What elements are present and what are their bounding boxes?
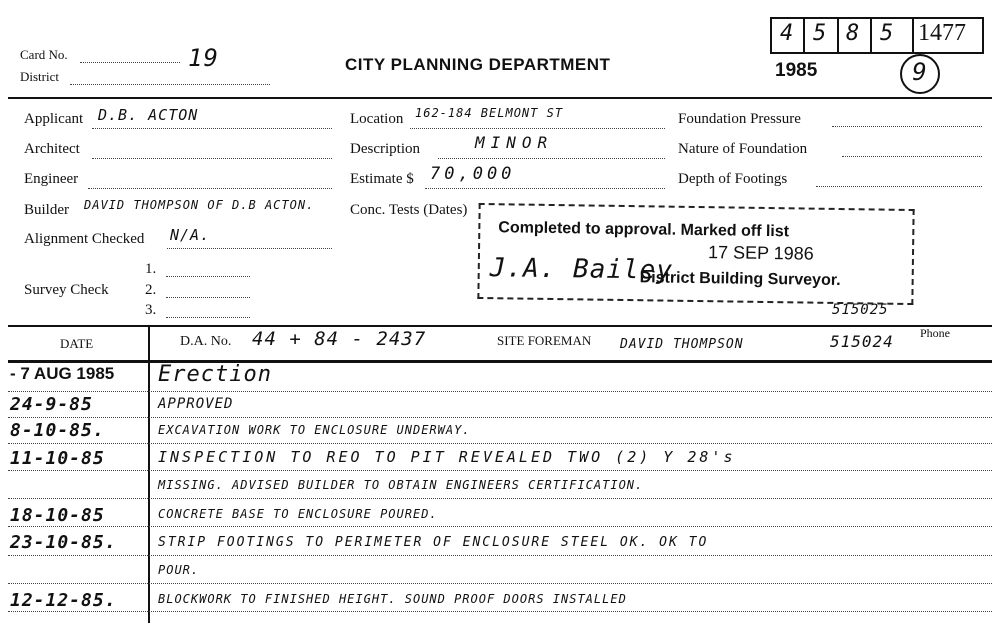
entry-text: EXCAVATION WORK TO ENCLOSURE UNDERWAY. — [158, 423, 471, 437]
date-column-header: DATE — [60, 336, 94, 351]
approval-stamp — [477, 203, 914, 305]
location-label: Location — [350, 111, 404, 127]
site-foreman-label: SITE FOREMAN — [497, 333, 592, 348]
depth-footings-label: Depth of Footings — [678, 171, 788, 187]
applicant-value: D.B. ACTON — [98, 106, 199, 124]
entry-date: 12-12-85. — [10, 590, 117, 611]
entry-text: Erection — [158, 362, 272, 387]
description-label: Description — [350, 141, 420, 157]
builder-label: Builder — [24, 202, 69, 218]
entry-text: BLOCKWORK TO FINISHED HEIGHT. SOUND PROOF DOORS INSTALLED — [158, 592, 627, 606]
page-title: CITY PLANNING DEPARTMENT — [345, 55, 611, 74]
circled-number-value: 9 — [912, 58, 928, 86]
estimate-label: Estimate $ — [350, 171, 414, 187]
applicant-label: Applicant — [24, 111, 84, 127]
ref-digit-4: 5 — [880, 21, 895, 46]
survey-item-1: 1. — [145, 261, 157, 277]
entry-date: 24-9-85 — [10, 394, 93, 415]
entry-text: POUR. — [158, 563, 200, 577]
da-label: D.A. No. — [180, 334, 232, 349]
entry-text: INSPECTION TO REO TO PIT REVEALED TWO (2) Y 28's — [158, 448, 736, 466]
year: 1985 — [775, 60, 818, 81]
stamp-line-1: Completed to approval. Marked off list — [498, 219, 790, 241]
estimate-value: 70,000 — [430, 164, 516, 184]
stamp-date: 17 SEP 1986 — [707, 242, 814, 264]
entry-text: STRIP FOOTINGS TO PERIMETER OF ENCLOSURE STEEL OK. OK TO — [158, 535, 709, 550]
ref-digit-2: 5 — [813, 21, 828, 46]
entry-date: 11-10-85 — [10, 448, 105, 469]
phone-top: 515025 — [832, 302, 889, 318]
conc-tests-label: Conc. Tests (Dates) — [350, 202, 468, 218]
card-no-label: Card No. — [20, 47, 68, 62]
district-label: District — [20, 69, 59, 84]
da-value: 44 + 84 - 2437 — [252, 328, 427, 350]
entry-date: 18-10-85 — [10, 505, 105, 526]
stamp-line-3: District Building Surveyor. — [639, 269, 841, 290]
description-value: MINOR — [475, 133, 554, 152]
alignment-value: N/A. — [170, 226, 211, 244]
alignment-label: Alignment Checked — [24, 231, 145, 247]
entry-date: 23-10-85. — [10, 532, 117, 553]
builder-value: DAVID THOMPSON OF D.B ACTON. — [84, 198, 315, 212]
entry-text: MISSING. ADVISED BUILDER TO OBTAIN ENGINEERS CERTIFICATION. — [158, 478, 644, 492]
foundation-pressure-label: Foundation Pressure — [678, 111, 801, 127]
architect-label: Architect — [24, 141, 80, 157]
entry-date: - 7 AUG 1985 — [10, 364, 115, 383]
site-foreman-value: DAVID THOMPSON — [620, 337, 744, 352]
ref-number: 1477 — [918, 20, 966, 46]
ref-digit-3: 8 — [846, 21, 861, 46]
survey-item-2: 2. — [145, 282, 157, 298]
card-no-value: 19 — [188, 44, 219, 72]
survey-item-3: 3. — [145, 302, 157, 318]
entry-text: APPROVED — [158, 396, 234, 412]
ref-digit-1: 4 — [780, 21, 795, 46]
circled-number — [900, 54, 940, 94]
engineer-label: Engineer — [24, 171, 79, 187]
phone-value: 515024 — [830, 332, 894, 351]
stamp-signature: J.A. Bailey — [489, 253, 674, 286]
phone-label: Phone — [920, 326, 950, 340]
location-value: 162-184 BELMONT ST — [415, 106, 564, 120]
entry-date: 8-10-85. — [10, 420, 105, 441]
survey-label: Survey Check — [24, 282, 109, 298]
entry-text: CONCRETE BASE TO ENCLOSURE POURED. — [158, 507, 438, 521]
nature-foundation-label: Nature of Foundation — [678, 141, 808, 157]
